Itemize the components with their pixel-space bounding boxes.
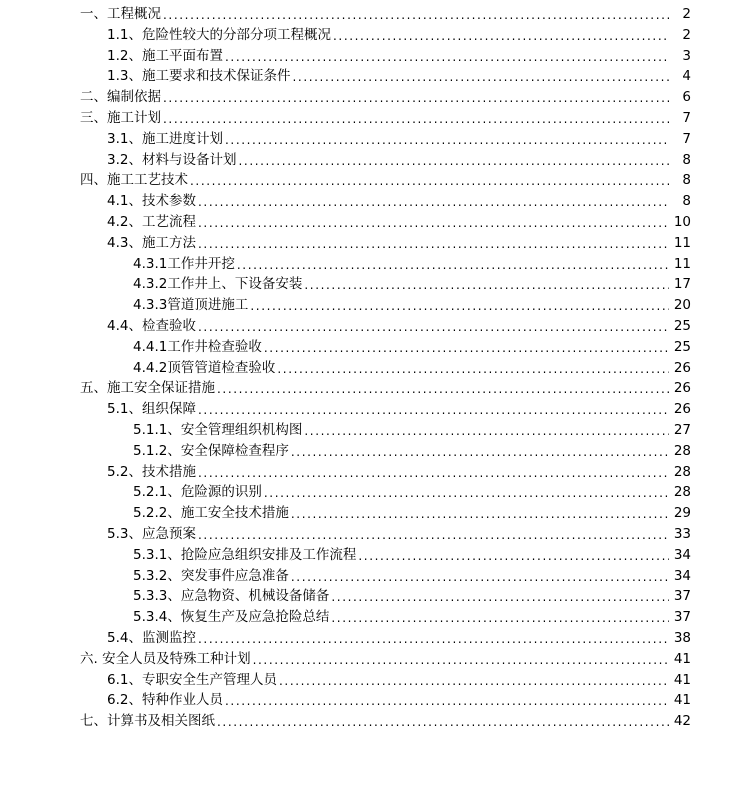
toc-entry-title: 5.1.1、安全管理组织机构图 [133,421,303,438]
toc-entry-page-number: 41 [673,692,691,709]
toc-dot-leader [198,316,669,337]
toc-dot-leader [304,420,669,441]
toc-entry[interactable] [0,25,737,46]
toc-entry-title: 5.1.2、安全保障检查程序 [133,442,289,459]
toc-entry-title: 4.3.1工作井开挖 [133,255,235,272]
toc-entry-title: 5.2、技术措施 [107,463,196,480]
toc-entry-title: 3.1、施工进度计划 [107,130,223,147]
toc-dot-leader [358,545,669,566]
toc-entry-title: 5.2.2、施工安全技术措施 [133,505,289,522]
toc-entry[interactable] [0,628,737,649]
toc-entry-title: 5.3.3、应急物资、机械设备储备 [133,588,330,605]
toc-entry[interactable] [0,462,737,483]
toc-dot-leader [291,441,669,462]
toc-entry-title: 1.2、施工平面布置 [107,47,223,64]
toc-entry-page-number: 34 [673,567,691,584]
toc-dot-leader [253,649,669,670]
toc-entry[interactable] [0,607,737,628]
toc-dot-leader [237,254,669,275]
toc-entry-page-number: 38 [673,629,691,646]
toc-entry-title: 5.1、组织保障 [107,401,196,418]
toc-entry[interactable] [0,711,737,732]
toc-entry-title: 5.3.4、恢复生产及应急抢险总结 [133,609,330,626]
toc-entry[interactable] [0,254,737,275]
toc-dot-leader [163,4,669,25]
toc-dot-leader [331,586,669,607]
toc-dot-leader [264,482,669,503]
toc-entry[interactable] [0,586,737,607]
toc-entry-page-number: 8 [682,172,691,189]
toc-entry-page-number: 7 [682,109,691,126]
toc-entry-title: 三、施工计划 [80,109,161,126]
toc-dot-leader [198,399,669,420]
toc-entry[interactable] [0,87,737,108]
toc-entry-title: 1.1、危险性较大的分部分项工程概况 [107,26,331,43]
toc-entry-page-number: 20 [673,297,691,314]
toc-entry-title: 5.4、监测监控 [107,629,196,646]
toc-dot-leader [198,191,669,212]
toc-dot-leader [198,462,669,483]
toc-entry-page-number: 3 [682,47,691,64]
toc-entry-title: 6.1、专职安全生产管理人员 [107,671,277,688]
toc-entry[interactable] [0,170,737,191]
toc-entry-title: 四、施工工艺技术 [80,172,188,189]
toc-entry-page-number: 37 [673,609,691,626]
toc-entry-page-number: 10 [673,213,691,230]
toc-dot-leader [291,503,669,524]
toc-entry-title: 6.2、特种作业人员 [107,692,223,709]
toc-entry[interactable] [0,670,737,691]
toc-entry-page-number: 29 [673,505,691,522]
toc-entry[interactable] [0,66,737,87]
toc-entry-page-number: 4 [682,68,691,85]
toc-entry-title: 4.3.3管道顶进施工 [133,297,249,314]
toc-entry-title: 5.2.1、危险源的识别 [133,484,262,501]
toc-entry-title: 4.3.2工作井上、下设备安装 [133,276,303,293]
toc-entry-page-number: 42 [673,713,691,730]
toc-entry-page-number: 25 [673,338,691,355]
toc-entry-page-number: 2 [682,6,691,22]
toc-entry-title: 五、施工安全保证措施 [80,380,215,397]
toc-entry[interactable] [0,212,737,233]
toc-dot-leader [238,150,669,171]
toc-entry[interactable] [0,316,737,337]
toc-entry[interactable] [0,274,737,295]
toc-entry[interactable] [0,482,737,503]
toc-entry-title: 二、编制依据 [80,89,161,106]
toc-entry-title: 六. 安全人员及特殊工种计划 [80,650,251,667]
toc-entry[interactable] [0,545,737,566]
toc-dot-leader [198,628,669,649]
toc-dot-leader [217,711,669,732]
toc-entry-page-number: 41 [673,650,691,667]
toc-entry-title: 4.4.2顶管管道检查验收 [133,359,276,376]
toc-dot-leader [198,233,669,254]
toc-entry[interactable] [0,295,737,316]
toc-entry-title: 4.3、施工方法 [107,234,196,251]
toc-dot-leader [163,108,669,129]
toc-dot-leader [225,46,669,67]
toc-entry[interactable] [0,46,737,67]
toc-entry[interactable] [0,108,737,129]
toc-dot-leader [217,378,669,399]
toc-dot-leader [250,295,669,316]
toc-entry[interactable] [0,150,737,171]
toc-dot-leader [225,129,669,150]
toc-dot-leader [198,212,669,233]
toc-entry[interactable] [0,378,737,399]
toc-entry[interactable] [0,399,737,420]
toc-entry[interactable] [0,566,737,587]
toc-entry-title: 4.4.1工作井检查验收 [133,338,262,355]
toc-entry[interactable] [0,503,737,524]
toc-entry[interactable] [0,4,737,25]
toc-entry-page-number: 7 [682,130,691,147]
toc-dot-leader [225,690,669,711]
toc-dot-leader [198,524,669,545]
toc-entry-page-number: 33 [673,525,691,542]
toc-entry[interactable] [0,358,737,379]
toc-entry-page-number: 11 [673,234,691,251]
toc-entry-page-number: 28 [673,484,691,501]
toc-entry-page-number: 11 [673,255,691,272]
toc-entry-page-number: 2 [682,26,691,43]
toc-entry-page-number: 17 [673,276,691,293]
toc-entry-title: 七、计算书及相关图纸 [80,713,215,730]
toc-entry-page-number: 26 [673,359,691,376]
toc-entry[interactable] [0,420,737,441]
toc-entry[interactable] [0,441,737,462]
toc-entry-title: 4.1、技术参数 [107,193,196,210]
toc-entry-title: 一、工程概况 [80,6,161,22]
toc-entry-title: 4.2、工艺流程 [107,213,196,230]
toc-entry-page-number: 8 [682,193,691,210]
toc-entry[interactable] [0,649,737,670]
toc-entry-title: 5.3.2、突发事件应急准备 [133,567,289,584]
toc-entry-title: 1.3、施工要求和技术保证条件 [107,68,291,85]
toc-entry-page-number: 8 [682,151,691,168]
toc-entry-page-number: 27 [673,421,691,438]
toc-entry-page-number: 41 [673,671,691,688]
toc-entry-page-number: 37 [673,588,691,605]
toc-entry-title: 4.4、检查验收 [107,317,196,334]
toc-dot-leader [277,358,669,379]
toc-dot-leader [291,566,669,587]
toc-entry[interactable] [0,524,737,545]
toc-dot-leader [163,87,669,108]
toc-entry[interactable] [0,129,737,150]
toc-entry[interactable] [0,233,737,254]
toc-dot-leader [333,25,669,46]
toc-entry[interactable] [0,690,737,711]
toc-entry-page-number: 34 [673,546,691,563]
toc-entry-title: 3.2、材料与设备计划 [107,151,237,168]
toc-dot-leader [279,670,669,691]
toc-dot-leader [190,170,669,191]
toc-dot-leader [292,66,669,87]
toc-entry-page-number: 28 [673,463,691,480]
toc-dot-leader [331,607,669,628]
toc-entry-page-number: 26 [673,380,691,397]
toc-dot-leader [304,274,669,295]
table-of-contents [0,4,737,732]
toc-entry-page-number: 26 [673,401,691,418]
toc-entry-page-number: 6 [682,89,691,106]
toc-entry-page-number: 25 [673,317,691,334]
toc-entry-page-number: 28 [673,442,691,459]
toc-dot-leader [264,337,669,358]
toc-entry[interactable] [0,337,737,358]
toc-entry-title: 5.3、应急预案 [107,525,196,542]
toc-entry-title: 5.3.1、抢险应急组织安排及工作流程 [133,546,357,563]
toc-entry[interactable] [0,191,737,212]
